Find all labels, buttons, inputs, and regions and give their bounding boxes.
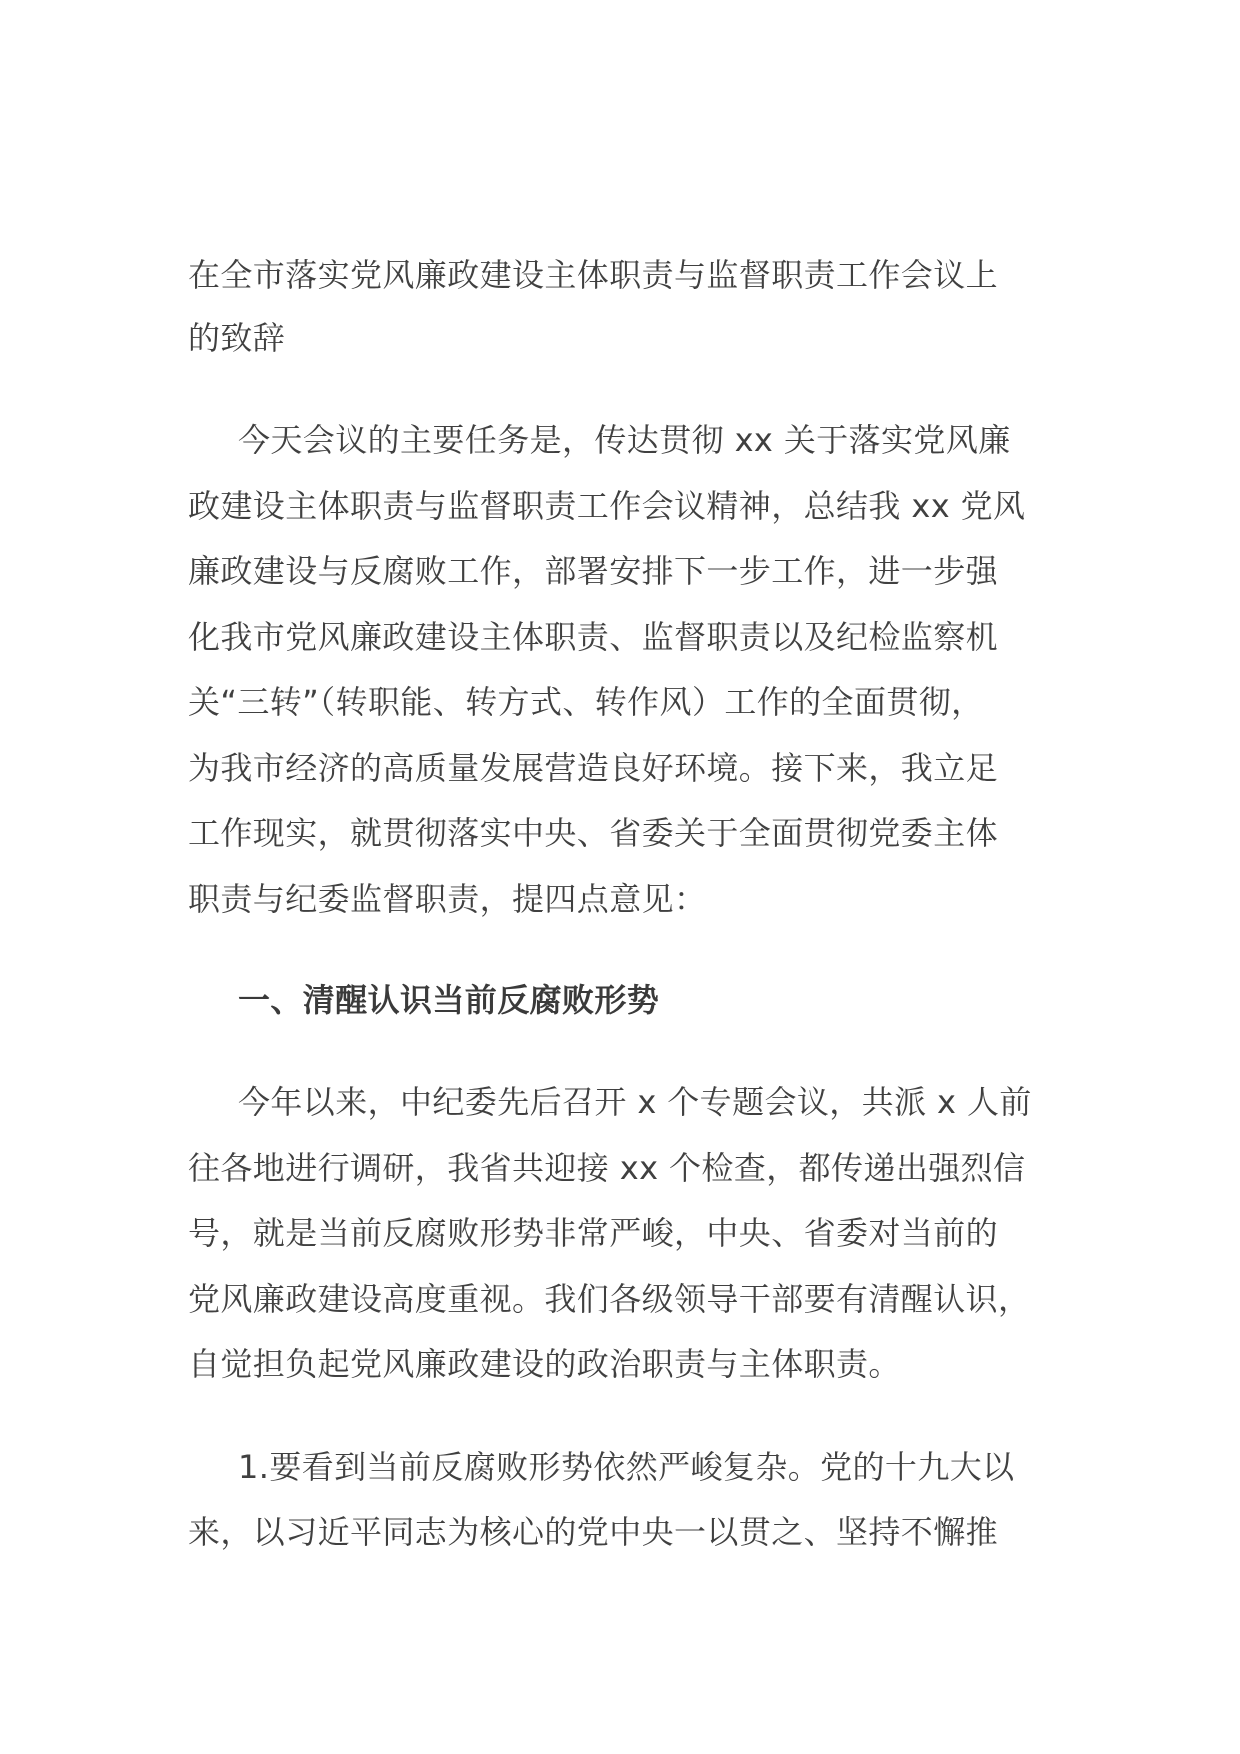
paragraph-3-line-1: 1.要看到当前反腐败形势依然严峻复杂。党的十九大以 bbox=[238, 1448, 1015, 1486]
paragraph-1-line-8: 职责与纪委监督职责，提四点意见： bbox=[188, 880, 707, 918]
paragraph-1-line-2: 政建设主体职责与监督职责工作会议精神，总结我 xx 党风 bbox=[188, 487, 1026, 525]
section-heading-1: 一、清醒认识当前反腐败形势 bbox=[238, 981, 660, 1019]
document-title-line-1: 在全市落实党风廉政建设主体职责与监督职责工作会议上 bbox=[188, 256, 999, 294]
paragraph-1-line-5: 关“三转”（转职能、转方式、转作风）工作的全面贯彻， bbox=[188, 683, 984, 721]
document-title-line-2: 的致辞 bbox=[188, 319, 286, 357]
paragraph-2-line-5: 自觉担负起党风廉政建设的政治职责与主体职责。 bbox=[188, 1345, 901, 1383]
paragraph-1-line-4: 化我市党风廉政建设主体职责、监督职责以及纪检监察机 bbox=[188, 618, 999, 656]
paragraph-1-line-1: 今天会议的主要任务是，传达贯彻 xx 关于落实党风廉 bbox=[238, 421, 1011, 459]
paragraph-2-line-3: 号，就是当前反腐败形势非常严峻，中央、省委对当前的 bbox=[188, 1214, 999, 1252]
paragraph-1-line-7: 工作现实，就贯彻落实中央、省委关于全面贯彻党委主体 bbox=[188, 814, 999, 852]
paragraph-1-line-3: 廉政建设与反腐败工作，部署安排下一步工作，进一步强 bbox=[188, 552, 999, 590]
paragraph-2-line-2: 往各地进行调研，我省共迎接 xx 个检查，都传递出强烈信 bbox=[188, 1149, 1026, 1187]
paragraph-1-line-6: 为我市经济的高质量发展营造良好环境。接下来，我立足 bbox=[188, 749, 999, 787]
paragraph-2-line-1: 今年以来，中纪委先后召开 x 个专题会议，共派 x 人前 bbox=[238, 1083, 1032, 1121]
paragraph-2-line-4: 党风廉政建设高度重视。我们各级领导干部要有清醒认识， bbox=[188, 1280, 1031, 1318]
paragraph-3-line-2: 来，以习近平同志为核心的党中央一以贯之、坚持不懈推 bbox=[188, 1513, 999, 1551]
